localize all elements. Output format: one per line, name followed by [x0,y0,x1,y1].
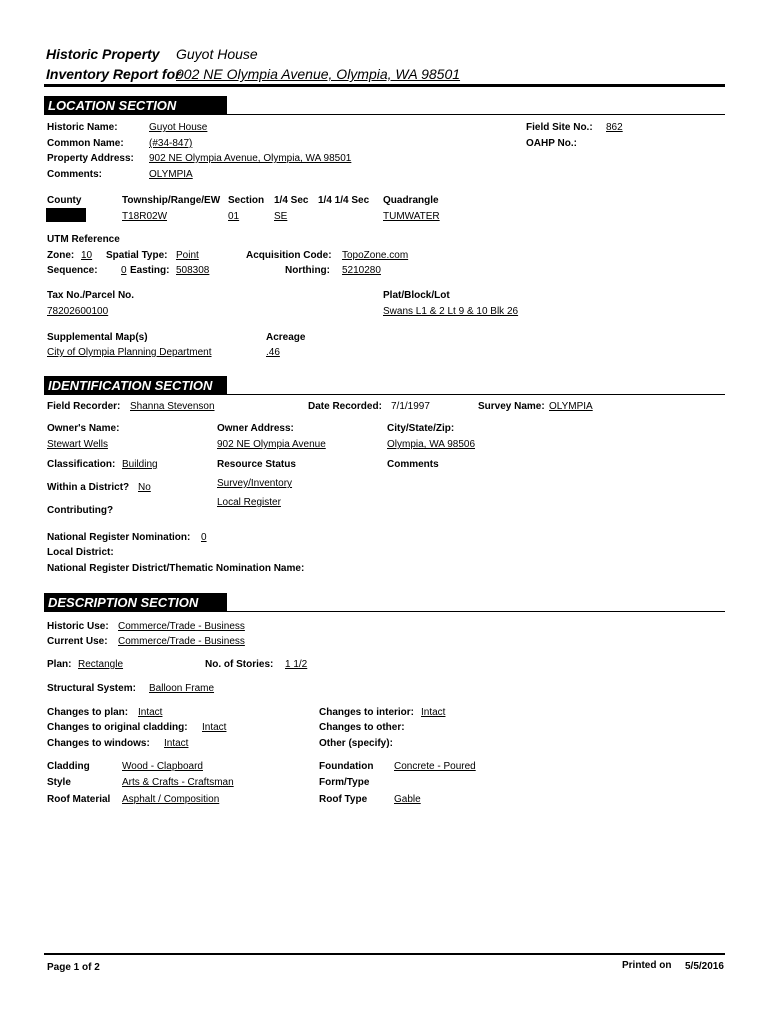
sequence-label: Sequence: [47,265,98,276]
city-state-zip-value: Olympia, WA 98506 [387,439,476,450]
roof-material-value: Asphalt / Composition [122,794,220,805]
stories-label: No. of Stories: [205,659,274,670]
county-label: County [47,195,82,206]
printed-on-label: Printed on [622,960,672,971]
tax-parcel-label: Tax No./Parcel No. [47,290,135,301]
supplemental-maps-label: Supplemental Map(s) [47,332,148,343]
roof-material-label: Roof Material [47,794,111,805]
location-section-title: LOCATION SECTION [44,96,227,115]
easting-label: Easting: [130,265,170,276]
plan-label: Plan: [47,659,72,670]
owner-name-value: Stewart Wells [47,439,108,450]
acreage-value: .46 [266,347,280,358]
zone-label: Zone: [47,250,75,261]
changes-plan-value: Intact [138,707,163,718]
header-rule [44,84,725,87]
changes-interior-label: Changes to interior: [319,707,415,718]
changes-interior-value: Intact [421,707,446,718]
contributing-label: Contributing? [47,505,114,516]
national-register-nomination-label: National Register Nomination: [47,532,191,543]
utm-label: UTM Reference [47,234,120,245]
quarter-sec-value: SE [274,211,288,222]
changes-cladding-label: Changes to original cladding: [47,722,188,733]
header-property-name: Guyot House [176,46,258,62]
supplemental-maps-value: City of Olympia Planning Department [47,347,212,358]
national-register-nomination-value: 0 [201,532,207,543]
field-site-label: Field Site No.: [526,122,593,133]
style-value: Arts & Crafts - Craftsman [122,777,234,788]
spatial-type-label: Spatial Type: [106,250,168,261]
roof-type-label: Roof Type [319,794,368,805]
owner-name-label: Owner's Name: [47,423,120,434]
section-value: 01 [228,211,240,222]
changes-windows-value: Intact [164,738,189,749]
resource-status-survey: Survey/Inventory [217,478,293,489]
acreage-label: Acreage [266,332,306,343]
historic-name-label: Historic Name: [47,122,118,133]
survey-name-label: Survey Name: [478,401,545,412]
current-use-value: Commerce/Trade - Business [118,636,245,647]
cladding-value: Wood - Clapboard [122,761,203,772]
field-recorder-value: Shanna Stevenson [130,401,215,412]
header-label-property: Historic Property [46,46,160,62]
comments-value: OLYMPIA [149,169,193,180]
easting-value: 508308 [176,265,210,276]
national-register-district-label: National Register District/Thematic Nomination Name: [47,563,305,574]
resource-status-local: Local Register [217,497,281,508]
within-district-label: Within a District? [47,482,130,493]
sequence-value: 0 [121,265,127,276]
foundation-value: Concrete - Poured [394,761,476,772]
structural-system-value: Balloon Frame [149,683,215,694]
northing-label: Northing: [285,265,330,276]
city-state-zip-label: City/State/Zip: [387,423,455,434]
classification-label: Classification: [47,459,116,470]
quadrangle-label: Quadrangle [383,195,439,206]
survey-name-value: OLYMPIA [549,401,593,412]
township-label: Township/Range/EW [122,195,221,206]
plan-value: Rectangle [78,659,124,670]
description-rule [44,611,725,612]
common-name-value: (#34-847) [149,138,193,149]
date-recorded-value: 7/1/1997 [391,401,430,412]
oahp-label: OAHP No.: [526,138,577,149]
classification-value: Building [122,459,158,470]
other-specify-label: Other (specify): [319,738,393,749]
changes-plan-label: Changes to plan: [47,707,129,718]
common-name-label: Common Name: [47,138,124,149]
quarter-sec-label: 1/4 Sec [274,195,309,206]
property-address-value: 902 NE Olympia Avenue, Olympia, WA 98501 [149,153,352,164]
within-district-value: No [138,482,151,493]
resource-status-label: Resource Status [217,459,296,470]
owner-address-label: Owner Address: [217,423,294,434]
comments-label: Comments: [47,169,103,180]
structural-system-label: Structural System: [47,683,136,694]
section-label: Section [228,195,265,206]
header-address: 902 NE Olympia Avenue, Olympia, WA 98501 [176,66,461,82]
acquisition-code-label: Acquisition Code: [246,250,332,261]
northing-value: 5210280 [342,265,381,276]
printed-on-date: 5/5/2016 [685,961,724,972]
spatial-type-value: Point [176,250,199,261]
date-recorded-label: Date Recorded: [308,401,382,412]
ident-comments-label: Comments [387,459,439,470]
owner-address-value: 902 NE Olympia Avenue [217,439,326,450]
township-value: T18R02W [122,211,168,222]
county-redaction [46,208,86,222]
local-district-label: Local District: [47,547,114,558]
zone-value: 10 [81,250,93,261]
historic-name-value: Guyot House [149,122,208,133]
field-recorder-label: Field Recorder: [47,401,121,412]
style-label: Style [47,777,71,788]
acquisition-code-value: TopoZone.com [342,250,409,261]
foundation-label: Foundation [319,761,374,772]
historic-use-label: Historic Use: [47,621,109,632]
changes-other-label: Changes to other: [319,722,405,733]
tax-parcel-value: 78202600100 [47,306,109,317]
quarter-quarter-label: 1/4 1/4 Sec [318,195,370,206]
changes-cladding-value: Intact [202,722,227,733]
form-type-label: Form/Type [319,777,370,788]
field-site-value: 862 [606,122,623,133]
footer-rule [44,953,725,955]
plat-value: Swans L1 & 2 Lt 9 & 10 Blk 26 [383,306,519,317]
identification-section-title: IDENTIFICATION SECTION [44,376,227,395]
historic-use-value: Commerce/Trade - Business [118,621,245,632]
description-section-title: DESCRIPTION SECTION [44,593,227,612]
property-address-label: Property Address: [47,153,134,164]
current-use-label: Current Use: [47,636,108,647]
quadrangle-value: TUMWATER [383,211,440,222]
header-label-report: Inventory Report for [46,66,181,82]
stories-value: 1 1/2 [285,659,308,670]
location-rule [44,114,725,115]
plat-label: Plat/Block/Lot [383,290,450,301]
identification-rule [44,394,725,395]
changes-windows-label: Changes to windows: [47,738,150,749]
page-number: Page 1 of 2 [47,962,100,973]
roof-type-value: Gable [394,794,421,805]
cladding-label: Cladding [47,761,90,772]
